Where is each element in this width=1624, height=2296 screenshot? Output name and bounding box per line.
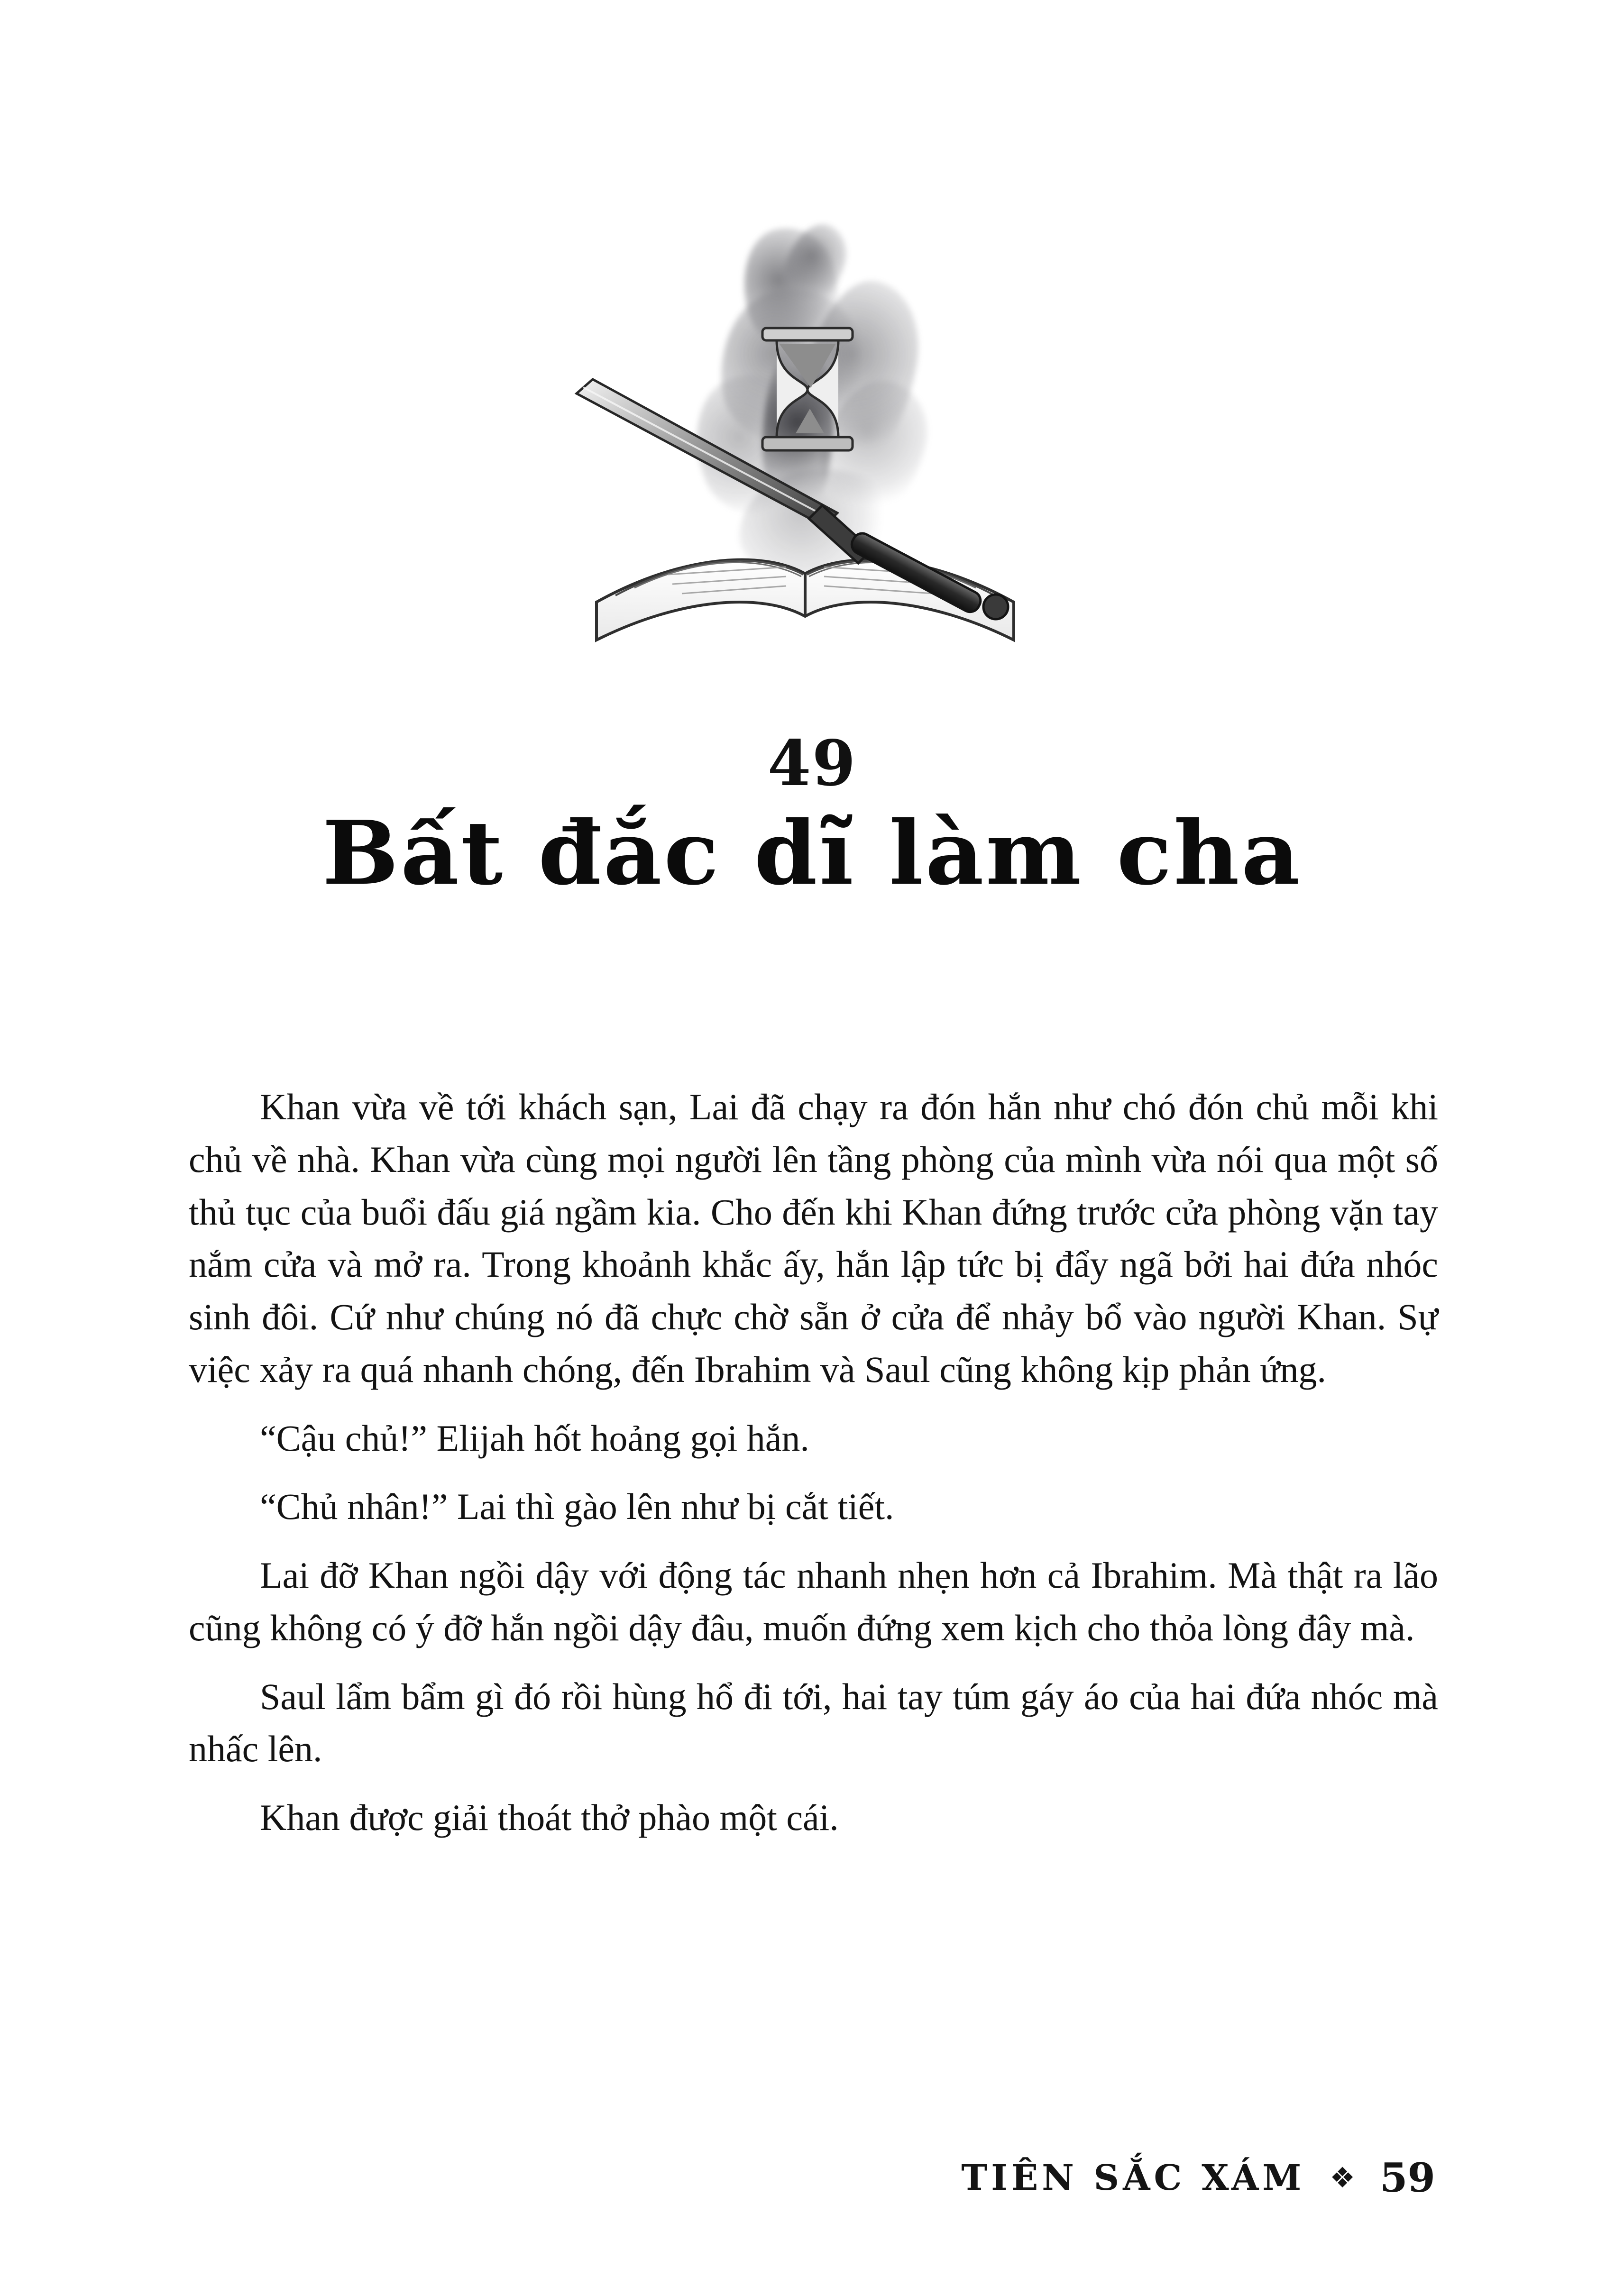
paragraph: Saul lẩm bẩm gì đó rồi hùng hổ đi tới, hai tay túm gáy áo của hai đứa nhóc mà nhấc lên. bbox=[189, 1675, 1438, 1770]
paragraph: Khan vừa về tới khách sạn, Lai đã chạy ra đón hắn như chó đón chủ mỗi khi chủ về nhà. Khan vừa cùng mọi người lên tầng phòng của mình vừa nói qua một số thủ tục của buổi đấu giá ngầm kia. Cho đến khi Khan đứng trước cửa phòng vặn tay nắm cửa và mở ra. Trong khoảnh khắc ấy, hắn lập tức bị đẩy ngã bởi hai đứa nhóc sinh đôi. Cứ như chúng nó đã chực chờ sẵn ở cửa để nhảy bổ vào người Khan. Sự việc xảy ra quá nhanh chóng, đến Ibrahim và Saul cũng không kịp phản ứng. bbox=[189, 1086, 1438, 1390]
chapter-body bbox=[189, 1081, 1438, 1844]
page-footer bbox=[961, 2154, 1435, 2201]
footer-book-title: TIÊN SẮC XÁM bbox=[961, 2157, 1305, 2198]
paragraph: “Cậu chủ!” Elijah hốt hoảng gọi hắn. bbox=[260, 1417, 809, 1459]
diamond-ornament-icon: ❖ bbox=[1330, 2162, 1356, 2194]
paragraph: “Chủ nhân!” Lai thì gào lên như bị cắt tiết. bbox=[260, 1486, 894, 1528]
paragraph: Khan được giải thoát thở phào một cái. bbox=[260, 1797, 839, 1838]
chapter-number: 49 bbox=[767, 727, 857, 800]
page-number: 59 bbox=[1380, 2154, 1435, 2201]
paragraph: Lai đỡ Khan ngồi dậy với động tác nhanh nhẹn hơn cả Ibrahim. Mà thật ra lão cũng không có ý đỡ hắn ngồi dậy đâu, muốn đứng xem kịch cho thỏa lòng đây mà. bbox=[189, 1555, 1438, 1648]
hourglass-icon bbox=[762, 328, 853, 450]
chapter-ornament-illustration bbox=[0, 204, 1624, 735]
chapter-title: Bất đắc dĩ làm cha bbox=[322, 801, 1302, 905]
ornament-artwork bbox=[540, 223, 1085, 735]
